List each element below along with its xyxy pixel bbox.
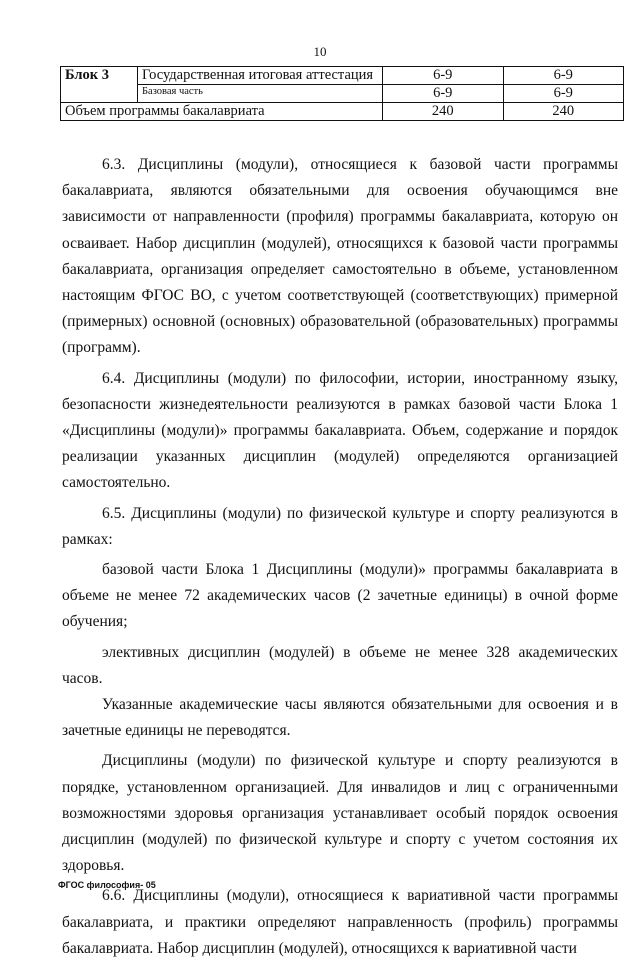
paragraph-6-3: 6.3. Дисциплины (модули), относящиеся к базовой части программы бакалавриата, являются обязательными для освоения обучающимся вне зависимости от направленности (профиля) программы бакалавриата, которую он осваивает. Набор дисциплин (модулей), относящихся к базовой части программы бакалавриата, организация определяет самостоятельно в объеме, установленном настоящим ФГОС ВО, с учетом соответствующей (соответствующих) примерной (примерных) основной (основных) образовательной (образовательных) программы (программ). (62, 156, 618, 357)
total-value-cell-1: 240 (383, 103, 504, 121)
paragraph-6-4: 6.4. Дисциплины (модули) по философии, истории, иностранному языку, безопасности жизнедеятельности реализуются в рамках базовой части Блока 1 «Дисциплины (модули)» программы бакалавриата. Объем, содержание и порядок реализации указанных дисциплин (модулей) определяются организацией самостоятельно. (62, 369, 618, 492)
table-row (61, 103, 624, 121)
footer-code: ФГОС философия- 05 (58, 880, 156, 890)
block-name-cell: Государственная итоговая аттестация (138, 67, 383, 85)
base-part-value-cell-2: 6-9 (503, 85, 624, 103)
paragraph-elective: элективных дисциплин (модулей) в объеме не менее 328 академических часов. (62, 643, 618, 687)
paragraph-6-5: 6.5. Дисциплины (модули) по физической культуре и спорту реализуются в рамках: (62, 504, 618, 548)
base-part-label-cell: Базовая часть (138, 85, 383, 103)
block-value-cell-1: 6-9 (383, 67, 504, 85)
total-value-cell-2: 240 (503, 103, 624, 121)
table-row (61, 67, 624, 85)
paragraph-6-6: 6.6. Дисциплины (модули), относящиеся к вариативной части программы бакалавриата, и практики определяют направленность (профиль) программы бакалавриата. Набор дисциплин (модулей), относящихся к вариативной части (62, 887, 618, 957)
block-value-cell-2: 6-9 (503, 67, 624, 85)
table-row (61, 85, 624, 103)
paragraph-pe-order: Дисциплины (модули) по физической культуре и спорту реализуются в порядке, установленном организацией. Для инвалидов и лиц с ограниченными возможностями здоровья организация устанавливает особый порядок освоения дисциплин (модулей) по физической культуре и спорту с учетом состояния их здоровья. (62, 752, 618, 875)
page-number: 10 (313, 44, 327, 59)
paragraph-base-part: базовой части Блока 1 Дисциплины (модули)» программы бакалавриата в объеме не менее 72 академических часов (2 зачетные единицы) в очной форме обучения; (62, 561, 618, 631)
paragraph-hours-note: Указанные академические часы являются обязательными для освоения и в зачетные единицы не переводятся. (62, 696, 618, 740)
credits-table (60, 66, 624, 121)
base-part-value-cell-1: 6-9 (383, 85, 504, 103)
total-label-cell: Объем программы бакалавриата (61, 103, 383, 121)
block-label-cell: Блок 3 (61, 67, 138, 103)
body-text (62, 152, 618, 962)
